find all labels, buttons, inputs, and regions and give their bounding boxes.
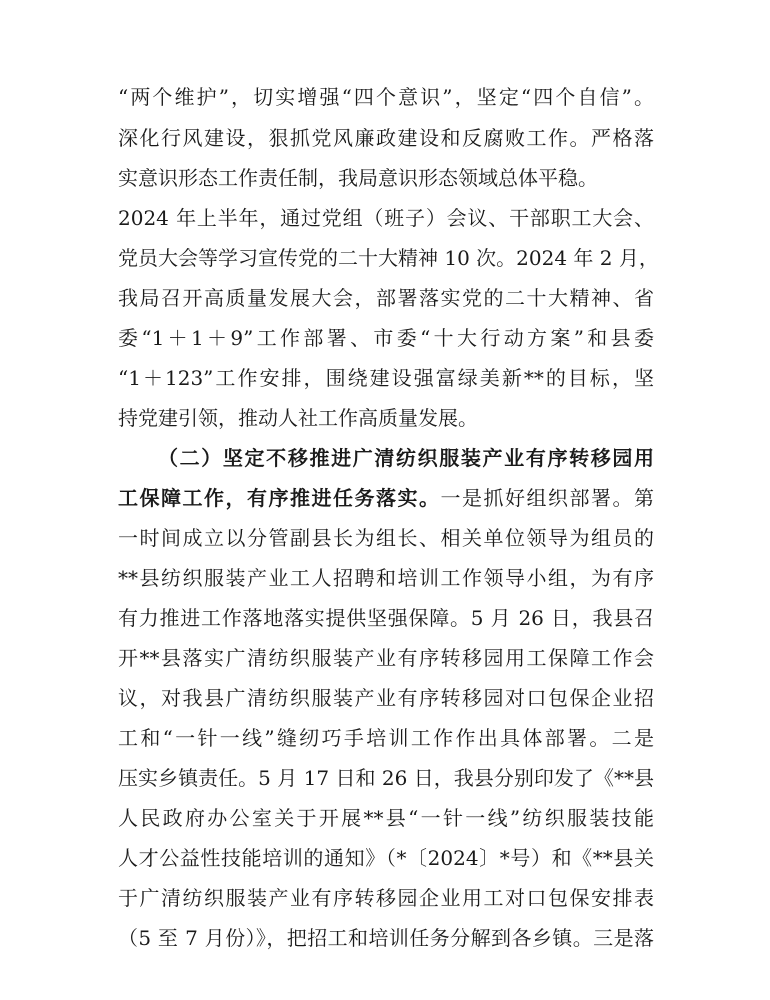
paragraph-line: “1＋123”工作安排，围绕建设强富绿美新**的目标，坚 bbox=[118, 366, 654, 390]
section-heading-continued bbox=[118, 478, 654, 518]
paragraph-line: 党员大会等学习宣传党的二十大精神 10 次。2024 年 2 月， bbox=[118, 246, 659, 270]
paragraph-line: 实意识形态工作责任制，我局意识形态领域总体平稳。 bbox=[118, 166, 598, 190]
section-heading: （二）坚定不移推进广清纺织服装产业有序转移园用 bbox=[158, 446, 654, 470]
paragraph-line: 人才公益性技能培训的通知》（*〔2024〕*号）和《**县关 bbox=[118, 846, 654, 870]
paragraph-line: 有力推进工作落地落实提供坚强保障。5 月 26 日，我县召 bbox=[118, 606, 654, 630]
paragraph-line: 工和“一针一线”缝纫巧手培训工作作出具体部署。二是 bbox=[118, 726, 654, 750]
paragraph-line: 2024 年上半年，通过党组（班子）会议、干部职工大会、 bbox=[118, 206, 654, 230]
paragraph-line: 压实乡镇责任。5 月 17 日和 26 日，我县分别印发了《**县 bbox=[118, 766, 654, 790]
paragraph-line: “两个维护”，切实增强“四个意识”，坚定“四个自信”。 bbox=[118, 85, 654, 109]
section-heading-tail: 工保障工作，有序推进任务落实。 bbox=[118, 486, 441, 510]
paragraph-line: 我局召开高质量发展大会，部署落实党的二十大精神、省 bbox=[118, 286, 654, 310]
paragraph-line: 持党建引领，推动人社工作高质量发展。 bbox=[118, 406, 478, 430]
paragraph-line: 开**县落实广清纺织服装产业有序转移园用工保障工作会 bbox=[118, 646, 654, 670]
paragraph-line: 一时间成立以分管副县长为组长、相关单位领导为组员的 bbox=[118, 526, 654, 550]
paragraph-line: 人民政府办公室关于开展**县“一针一线”纺织服装技能 bbox=[118, 806, 654, 830]
paragraph-line: 深化行风建设，狠抓党风廉政建设和反腐败工作。严格落 bbox=[118, 126, 654, 150]
paragraph-line: **县纺织服装产业工人招聘和培训工作领导小组，为有序 bbox=[118, 566, 654, 590]
paragraph-line: 于广清纺织服装产业有序转移园企业用工对口包保安排表 bbox=[118, 886, 654, 910]
paragraph-line: （5 至 7 月份）》，把招工和培训任务分解到各乡镇。三是落 bbox=[118, 926, 654, 950]
paragraph-line: 议，对我县广清纺织服装产业有序转移园对口包保企业招 bbox=[118, 686, 654, 710]
paragraph-line: 委“1＋1＋9”工作部署、市委“十大行动方案”和县委 bbox=[118, 326, 654, 350]
paragraph-text: 一是抓好组织部署。第 bbox=[440, 486, 654, 510]
